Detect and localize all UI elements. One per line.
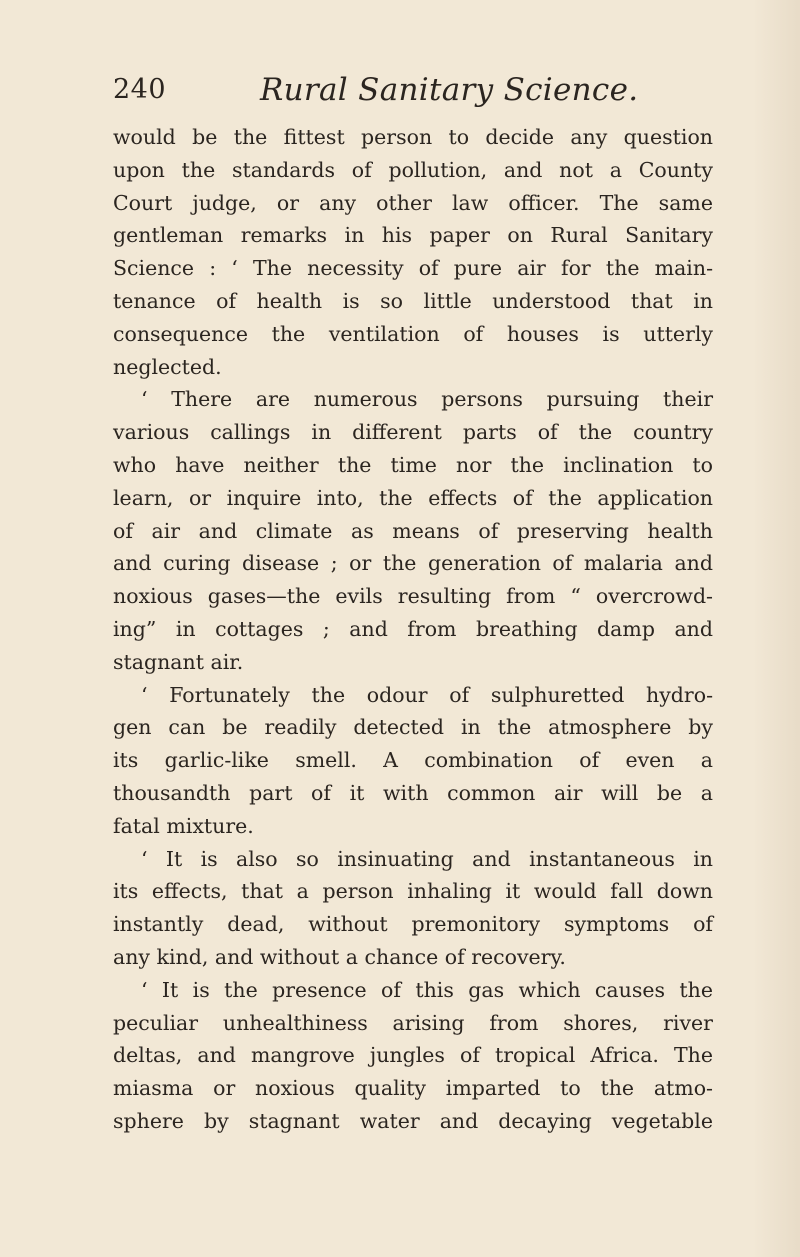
text-line: its effects, that a person inhaling it would fall down xyxy=(113,879,713,904)
text-line: tenance of health is so little understood that in xyxy=(113,288,713,313)
text-line: miasma or noxious quality imparted to the atmo- xyxy=(113,1076,713,1101)
text-line: ing” in cottages ; and from breathing damp and xyxy=(113,616,713,641)
running-header xyxy=(113,74,713,114)
text-line: gen can be readily detected in the atmosphere by xyxy=(113,715,713,740)
page-number: 240 xyxy=(113,74,167,105)
body-text xyxy=(113,121,713,1138)
paragraph-start-line: ‘ It is the presence of this gas which causes the xyxy=(141,977,713,1002)
paragraph-start-line: ‘ It is also so insinuating and instantaneous in xyxy=(141,846,713,871)
paragraph-start-line: ‘ There are numerous persons pursuing their xyxy=(141,387,713,412)
text-line: who have neither the time nor the inclination to xyxy=(113,452,713,477)
text-line: would be the fittest person to decide any question xyxy=(113,125,713,149)
text-line: sphere by stagnant water and decaying vegetable xyxy=(113,1108,713,1133)
text-line: and curing disease ; or the generation of malaria and xyxy=(113,551,713,576)
text-line: upon the standards of pollution, and not a County xyxy=(113,157,713,182)
text-line: various callings in different parts of the country xyxy=(113,420,713,445)
text-line: consequence the ventilation of houses is utterly xyxy=(113,321,713,346)
text-line: fatal mixture. xyxy=(113,813,254,838)
text-line: of air and climate as means of preserving health xyxy=(113,518,713,543)
text-line: peculiar unhealthiness arising from shores, river xyxy=(113,1010,713,1035)
text-line: Court judge, or any other law officer. The same xyxy=(113,190,713,215)
text-line: any kind, and without a chance of recovery. xyxy=(113,944,566,969)
text-line: gentleman remarks in his paper on Rural Sanitary xyxy=(113,223,713,248)
running-title: Rural Sanitary Science. xyxy=(260,72,639,108)
text-line: thousandth part of it with common air will be a xyxy=(113,780,713,805)
text-line: stagnant air. xyxy=(113,649,244,674)
text-line: instantly dead, without premonitory symptoms of xyxy=(113,912,713,937)
text-line: learn, or inquire into, the effects of the application xyxy=(113,485,713,510)
text-line: Science : ‘ The necessity of pure air for the main- xyxy=(113,256,713,281)
text-line: its garlic-like smell. A combination of even a xyxy=(113,748,713,773)
paragraph-start-line: ‘ Fortunately the odour of sulphuretted hydro- xyxy=(141,682,713,707)
text-line: deltas, and mangrove jungles of tropical Africa. The xyxy=(113,1043,713,1068)
text-line: neglected. xyxy=(113,354,222,379)
text-line: noxious gases—the evils resulting from “ overcrowd- xyxy=(113,584,713,609)
